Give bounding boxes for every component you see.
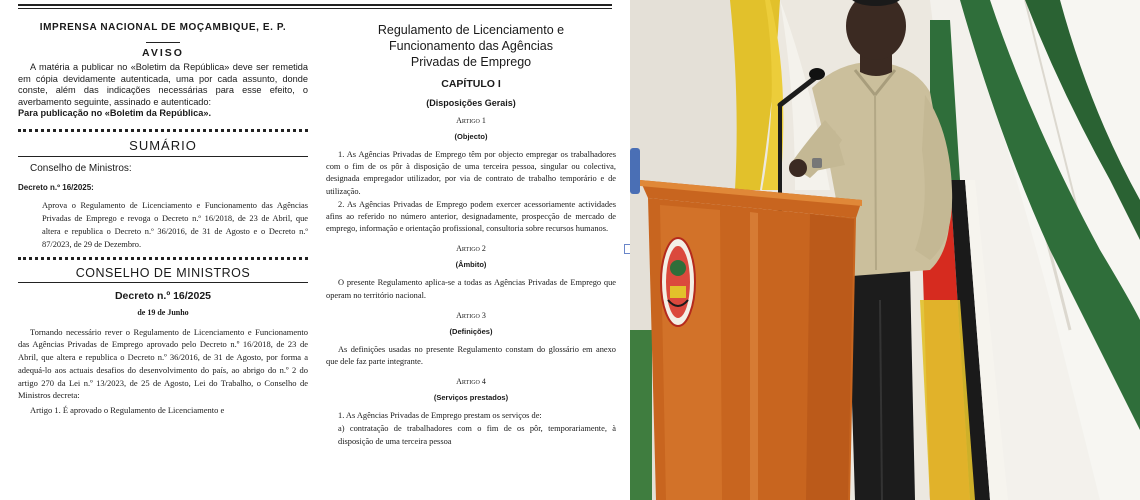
rule-2 bbox=[18, 282, 308, 283]
artigo-2-subtitle: (Âmbito) bbox=[455, 260, 487, 270]
speaker-photo bbox=[630, 0, 1140, 500]
aviso-heading: AVISO bbox=[142, 47, 184, 59]
artigo-1-subtitle: (Objecto) bbox=[454, 132, 488, 141]
artigo-2-para: O presente Regulamento aplica-se a todas as Agências Privadas de Emprego que operam no território nacional. bbox=[326, 278, 616, 300]
artigo-4-item-a: a) contratação de trabalhadores com o fim de os pôr, temporariamente, à disposição de uma terceira pessoa bbox=[338, 424, 616, 446]
sumario-heading: SUMÁRIO bbox=[129, 137, 197, 153]
chapter-heading: CAPÍTULO I bbox=[441, 78, 501, 90]
artigo-1-para-1: 1. As Agências Privadas de Emprego têm por objecto empregar os trabalhadores com o fim de os pôr à disposição de uma terceira pessoa, singular ou colectiva, designada empregador utilizador, por via de contrato de trabalho temporário e de utilização. bbox=[326, 150, 616, 196]
short-rule bbox=[146, 42, 180, 43]
decreto-summary: Aprova o Regulamento de Licenciamento e Funcionamento das Agências Privadas de Emprego e revoga o Decreto n.º 16/2018, de 23 de Abril, que altera e republica o Decreto n.º 36/2016, de 31 de Agosto e o Decreto n.º 87/2023, de 29 de Dezembro. bbox=[42, 200, 308, 249]
emblem-icon bbox=[661, 238, 695, 326]
artigo-4-subtitle: (Serviços prestados) bbox=[433, 393, 509, 403]
artigo-3-para: As definições usadas no presente Regulamento constam do glossário em anexo que dele faz parte integrante. bbox=[326, 344, 616, 367]
artigo-4-para-1: 1. As Agências Privadas de Emprego prestam os serviços de: bbox=[338, 411, 542, 421]
dotted-divider bbox=[18, 129, 308, 132]
regulamento-title: Regulamento de Licenciamento e Funcionamento das Agências Privadas de Emprego bbox=[377, 23, 565, 69]
decreto-date: de 19 de Junho bbox=[137, 307, 189, 317]
aviso-bold-text: Para publicação no «Boletim da República». bbox=[18, 108, 211, 118]
decreto-label: Decreto n.º 16/2025: bbox=[18, 182, 94, 192]
artigo-3-subtitle: (Definições) bbox=[449, 326, 493, 336]
artigo-1-heading: Artigo 1 bbox=[456, 116, 486, 125]
chapter-subtitle: (Disposições Gerais) bbox=[426, 98, 516, 108]
right-column bbox=[326, 0, 616, 448]
artigo-1-text: Artigo 1. É aprovado o Regulamento de Licenciamento e bbox=[30, 405, 225, 416]
rule bbox=[18, 156, 308, 157]
conselho-heading: CONSELHO DE MINISTROS bbox=[75, 265, 251, 280]
photo-illustration bbox=[630, 0, 1140, 500]
publisher-name: IMPRENSA NACIONAL DE MOÇAMBIQUE, E. P. bbox=[39, 22, 287, 33]
artigo-1-para-2: 2. As Agências Privadas de Emprego podem exercer acessoriamente actividades afins ao referido no número anterior, designadamente, prospecção de mercado de emprego, informação e orientação profissional, consultoria sobre recursos humanos. bbox=[326, 199, 616, 234]
preamble-text: Tornando necessário rever o Regulamento de Licenciamento e Funcionamento das Agências Privadas de Emprego aprovado pelo Decreto n.º 16/2018, de 23 de Abril, que altera e republica o Decreto n.º 36/2016, de 31 de Agosto, por forma a adequá-lo aos actuais desafios do desenvolvimento do país, ao abrigo do n.º 2 do artigo 270 da Lei n.º 13/2023, de 25 de Agosto, Lei do Trabalho, o Conselho de Ministros decreta: bbox=[18, 326, 308, 401]
left-column bbox=[18, 0, 308, 417]
dotted-divider-2 bbox=[18, 257, 308, 260]
artigo-2-heading: Artigo 2 bbox=[456, 244, 486, 254]
artigo-3-heading: Artigo 3 bbox=[456, 310, 486, 320]
artigo-4-heading: Artigo 4 bbox=[456, 377, 486, 387]
conselho-label: Conselho de Ministros: bbox=[30, 162, 132, 174]
decreto-heading: Decreto n.º 16/2025 bbox=[114, 289, 212, 302]
aviso-text: A matéria a publicar no «Boletim da República» deve ser remetida em cópia devidamente autenticada, uma por cada assunto, donde conste, além das indicações necessárias para esse efeito, o averbamento seguinte, assinado e autenticado: bbox=[18, 62, 308, 107]
